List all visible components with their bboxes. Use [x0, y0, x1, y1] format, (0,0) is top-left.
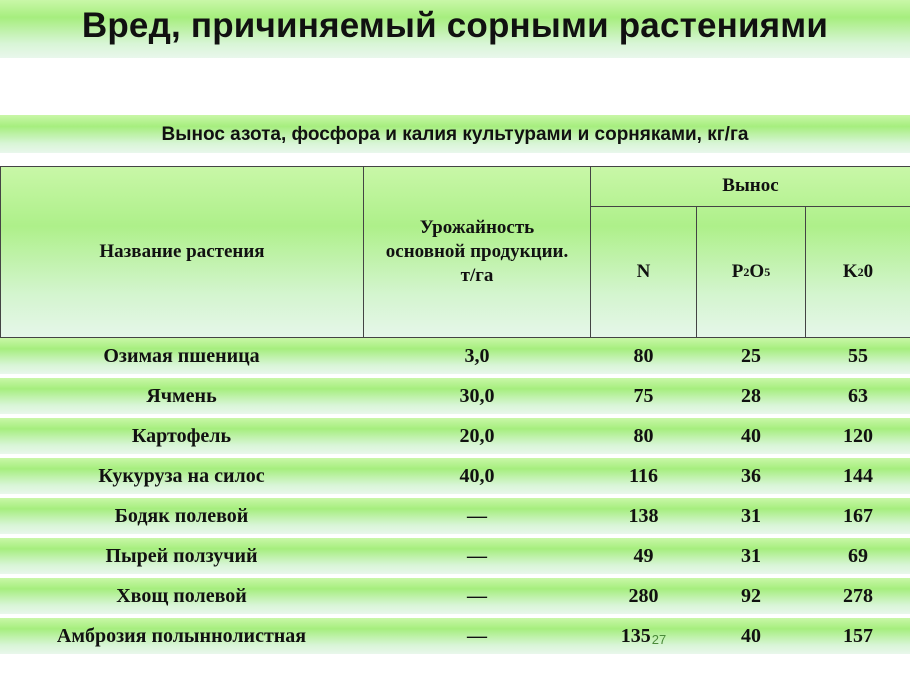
- cell-yield-text: —: [467, 584, 487, 607]
- cell-name-text: Амброзия полыннолистная: [56, 624, 307, 647]
- cell-n-text: 75: [633, 384, 654, 407]
- cell-n-text: 80: [633, 344, 654, 367]
- cell-n-text: 80: [633, 424, 654, 447]
- page-title: Вред, причиняемый сорными растениями: [81, 6, 829, 45]
- cell-p2o5: [697, 378, 805, 414]
- cell-name: [0, 418, 363, 454]
- cell-n-text: 135: [620, 624, 651, 647]
- cell-n: [591, 378, 696, 414]
- cell-k2o-text: 157: [843, 624, 873, 647]
- cell-name: [0, 338, 363, 374]
- cell-n: [591, 578, 696, 614]
- cell-yield-text: —: [467, 504, 487, 527]
- cell-name-text: Хвощ полевой: [116, 584, 247, 607]
- cell-p2o5-text: 36: [741, 464, 761, 487]
- cell-name-text: Озимая пшеница: [103, 344, 260, 367]
- page-number: 27: [651, 631, 667, 647]
- cell-p2o5-text: 28: [741, 384, 761, 407]
- k2o-k: K: [842, 261, 858, 282]
- table-row: [0, 338, 910, 374]
- cell-name: [0, 538, 363, 574]
- cell-k2o: [806, 618, 910, 654]
- cell-name: [0, 578, 363, 614]
- cell-k2o: [806, 498, 910, 534]
- cell-k2o: [806, 338, 910, 374]
- cell-name-text: Пырей ползучий: [105, 544, 258, 567]
- cell-k2o-text: 144: [843, 464, 873, 487]
- cell-yield-text: 20,0: [459, 424, 495, 447]
- cell-n-text: 138: [628, 504, 659, 527]
- cell-p2o5: [697, 578, 805, 614]
- cell-yield: [364, 538, 590, 574]
- cell-n: [591, 538, 696, 574]
- cell-p2o5-text: 40: [741, 424, 761, 447]
- cell-yield-text: —: [467, 624, 487, 647]
- cell-k2o-text: 55: [848, 344, 868, 367]
- table-row: [0, 578, 910, 614]
- cell-yield: [364, 498, 590, 534]
- table-row: [0, 618, 910, 654]
- cell-yield-text: 30,0: [459, 384, 495, 407]
- cell-p2o5-text: 92: [741, 584, 761, 607]
- cell-k2o-text: 278: [843, 584, 873, 607]
- cell-n-text: 116: [629, 464, 658, 487]
- cell-p2o5: [697, 338, 805, 374]
- cell-k2o-text: 63: [848, 384, 868, 407]
- cell-p2o5-text: 25: [741, 344, 761, 367]
- cell-yield: [364, 618, 590, 654]
- header-divider-1: [363, 166, 364, 338]
- cell-yield-text: 3,0: [464, 344, 490, 367]
- cell-k2o: [806, 578, 910, 614]
- cell-name: [0, 458, 363, 494]
- cell-p2o5: [697, 618, 805, 654]
- table-row: [0, 498, 910, 534]
- p2o5-p: P: [731, 261, 744, 282]
- col-header-plant-name: Название растения: [99, 240, 265, 262]
- cell-n: [591, 418, 696, 454]
- cell-n: [591, 498, 696, 534]
- cell-p2o5: [697, 458, 805, 494]
- table-row: [0, 378, 910, 414]
- cell-yield: [364, 338, 590, 374]
- col-header-k2o: K 2 0: [842, 261, 874, 282]
- cell-k2o-text: 167: [843, 504, 873, 527]
- cell-p2o5: [697, 418, 805, 454]
- cell-name: [0, 378, 363, 414]
- cell-name: [0, 618, 363, 654]
- cell-n-text: 280: [628, 584, 659, 607]
- col-header-n: N: [636, 261, 651, 282]
- cell-k2o: [806, 378, 910, 414]
- cell-yield-text: —: [467, 544, 487, 567]
- cell-name-text: Кукуруза на силос: [98, 464, 265, 487]
- cell-n: [591, 618, 696, 654]
- col-header-p2o5: P 2 O 5: [731, 261, 771, 282]
- cell-k2o-text: 69: [848, 544, 868, 567]
- cell-n: [591, 458, 696, 494]
- table-header: [0, 166, 910, 338]
- p2o5-o: O: [749, 261, 765, 282]
- cell-k2o: [806, 538, 910, 574]
- cell-n: [591, 338, 696, 374]
- cell-name-text: Картофель: [131, 424, 232, 447]
- table-row: [0, 538, 910, 574]
- cell-name: [0, 498, 363, 534]
- k2o-zero: 0: [863, 261, 874, 282]
- cell-k2o: [806, 418, 910, 454]
- cell-p2o5: [697, 498, 805, 534]
- cell-yield: [364, 378, 590, 414]
- cell-yield: [364, 418, 590, 454]
- col-header-yield: Урожайность основной продукции. т/га: [385, 216, 569, 286]
- cell-p2o5: [697, 538, 805, 574]
- cell-p2o5-text: 31: [741, 544, 761, 567]
- cell-k2o: [806, 458, 910, 494]
- cell-n-text: 49: [633, 544, 654, 567]
- cell-yield: [364, 458, 590, 494]
- cell-k2o-text: 120: [843, 424, 873, 447]
- col-header-removal: Вынос: [722, 175, 779, 196]
- cell-yield-text: 40,0: [459, 464, 495, 487]
- table-row: [0, 458, 910, 494]
- cell-name-text: Бодяк полевой: [114, 504, 249, 527]
- cell-name-text: Ячмень: [146, 384, 217, 407]
- cell-yield: [364, 578, 590, 614]
- cell-p2o5-text: 40: [741, 624, 761, 647]
- cell-p2o5-text: 31: [741, 504, 761, 527]
- table-row: [0, 418, 910, 454]
- table-caption: Вынос азота, фосфора и калия культурами и сорняками, кг/га: [161, 124, 749, 145]
